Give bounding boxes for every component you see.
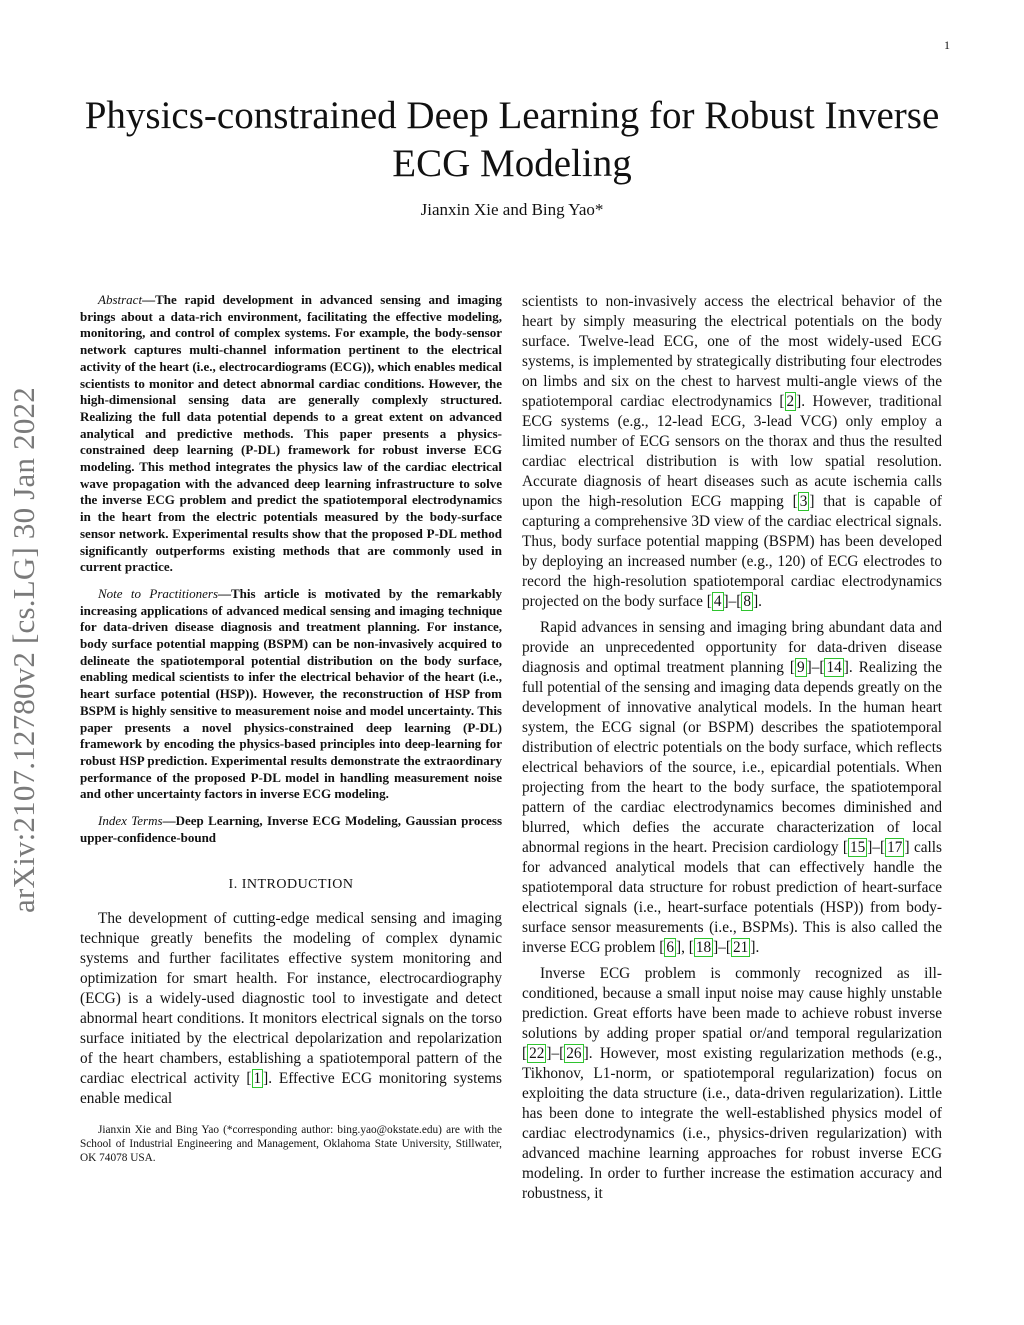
intro-text-end: . Effective ECG monitoring systems enable medical: [80, 1070, 503, 1108]
body-text: Rapid advances in sensing and imaging bring abundant data and provide an unprecedented opportunity for data-driven disease diagnosis and optimal treatment planning: [522, 619, 942, 676]
note-text: —This article is motivated by the remarkably increasing applications of advanced medical sensing and imaging technique for data-driven disease diagnosis and treatment planning. For instance, body surface potential mapping (BSPM) can be non-invasively acquired to delineate the spatiotemporal potential distribution on the body surface, enabling medical scientists to infer the electrical behavior of the heart (i.e., heart surface potential (HSP)). However, the reconstruction of HSP from BSPM is highly sensitive to measurement noise and model uncertainty. This paper presents a novel physics-constrained deep learning (P-DL) framework by encoding the physics-based principles into deep-learning for robust HSP prediction. Experimental results demonstrate the extraordinary performance of the proposed P-DL model in handling measurement noise and other uncertainty factors in inverse ECG modeling.: [80, 585, 502, 802]
citation-link[interactable]: 18: [695, 939, 712, 956]
citation-link[interactable]: 21: [733, 939, 749, 956]
right-paragraph-2: Rapid advances in sensing and imaging bring abundant data and provide an unprecedented opportunity for data-driven disease diagnosis and optimal treatment planning [ 9 ]–[ 14 ]. Realizing the full potential of the sensing and imaging data depends greatly on the development of innovative analytical models. In the human heart system, the ECG signal (or BSPM) describes the spatiotemporal distribution of electric potentials on the body surface, which reflects electrical behaviors of the source, i.e., epicardial potentials. When projecting from the heart to the body surface, the spatiotemporal pattern of the cardiac electrodynamics becomes diminished and blurred, which defies the accurate characterization of local abnormal regions in the heart. Precision cardiology [ 15 ]–[ 17 ] calls for advanced analytical models that can effectively handle the spatiotemporal data structure for robust prediction of heart-surface electrical signals (i.e., heart-surface potentials (HSP)) from body-surface sensor measurements (i.e., BSPMs). This is also called the inverse ECG problem [ 6 ], [ 18 ]–[ 21 ].: [522, 619, 942, 956]
citation-link[interactable]: 3: [799, 493, 808, 510]
citation-link[interactable]: 15: [849, 839, 866, 856]
author-footnote: Jianxin Xie and Bing Yao (*corresponding author: bing.yao@okstate.edu) are with the School of Industrial Engineering and Management, Oklahoma State University, Stillwater, OK 74078 USA.: [80, 1124, 502, 1165]
body-text: . Realizing the full potential of the sensing and imaging data depends greatly on the development of innovative analytical models. In the human heart system, the ECG signal (or BSPM) describes the spatiotemporal distribution of electric potentials on the body surface, which reflects electrical behaviors of the source, i.e., epicardial potentials. When projecting from the heart to the body surface, the spatiotemporal pattern of the cardiac electrodynamics becomes diminished and blurred, which defies the accurate characterization of local abnormal regions in the heart. Precision cardiology: [522, 659, 942, 856]
range-dash: –: [718, 939, 726, 956]
range-dash: –: [728, 593, 737, 610]
body-text: that is capable of capturing a comprehensive 3D view of the cardiac electrical signals. Thus, body surface potential mapping (BSPM) has been developed by deploying an increased number (e.g., 120) of ECG electrodes to record the high-resolution spatiotemporal cardiac electrodynamics projected on the body surface: [522, 493, 942, 610]
citation-link[interactable]: 17: [887, 839, 903, 856]
range-dash: –: [811, 659, 820, 676]
section-heading: I. INTRODUCTION: [228, 876, 354, 892]
citation-link[interactable]: 2: [786, 393, 795, 410]
note-label: Note to Practitioners: [98, 585, 219, 601]
index-terms-text: —Deep Learning, Inverse ECG Modeling, Gaussian process upper-confidence-bound: [80, 813, 503, 845]
right-paragraph-1: scientists to non-invasively access the electrical behavior of the heart by simply measuring the electrical potentials on the body surface. Twelve-lead ECG, one of the most widely-used ECG systems, is implemented by strategically distributing four electrodes on limbs and six on the chest to harvest multi-angle views of the spatiotemporal cardiac electrodynamics [ 2 ]. However, traditional ECG systems (e.g., 12-lead ECG, 3-lead VCG) only employ a limited number of ECG sensors on the thorax and thus the resulted cardiac electrical distribution is with low spatial resolution. Accurate diagnosis of heart diseases such as acute ischemia calls upon the high-resolution ECG mapping [ 3 ] that is capable of capturing a comprehensive 3D view of the cardiac electrical signals. Thus, body surface potential mapping (BSPM) has been developed by deploying an increased number (e.g., 120) of ECG electrodes to record the high-resolution spatiotemporal cardiac electrodynamics projected on the body surface [ 4 ]–[ 8 ].: [522, 293, 942, 610]
abstract-label: Abstract: [98, 292, 143, 307]
right-column: [522, 292, 942, 1210]
intro-body: [80, 909, 502, 1109]
body-text: .: [755, 939, 760, 956]
paper-title: Physics-constrained Deep Learning for Robust Inverse ECG Modeling: [84, 94, 940, 185]
citation-link[interactable]: 6: [666, 939, 674, 956]
index-terms-label: Index Terms: [98, 813, 163, 829]
abstract-text: —The rapid development in advanced sensing and imaging brings about a data-rich environment, facilitating the effective modeling, monitoring, and control of complex systems. For example, the body-sensor network captures multi-channel information pertinent to the electrical activity of the heart (i.e., electrocardiograms (ECG)), which enables medical scientists to monitor and detect abnormal cardiac conditions. However, the high-dimensional sensing data are generally complexly structured. Realizing the full data potential depends to a great extent on advanced analytical and predictive methods. This paper presents a physics-constrained deep learning (P-DL) framework for robust inverse ECG modeling. This method integrates the physics law of the cardiac electrical wave propagation with the advanced deep learning infrastructure to solve the inverse ECG problem and predict the spatiotemporal electrodynamics in the heart from the electric potentials measured by the body-surface sensor network. Experimental results show that the proposed P-DL method significantly outperforms existing methods that are commonly used in current practice.: [80, 292, 502, 575]
body-text: . However, most existing regularization methods (e.g., Tikhonov, L1-norm, or spatiotemporal regularization) focus on exploiting the data structure (i.e., data-driven regularization). Little has been done to integrate the well-established physics model of cardiac electrodynamics (i.e., physics-driven regularization) with advanced machine learning approaches for robust inverse ECG modeling. In order to further increase the estimation accuracy and robustness, it: [522, 1045, 942, 1202]
citation-link[interactable]: 8: [743, 593, 752, 610]
body-text: calls for advanced analytical models that can effectively handle the spatiotemporal data structure for robust prediction of heart-surface electrical signals (i.e., heart-surface potentials (HSP)) from body-surface sensor measurements (i.e., BSPMs). This is also called the inverse ECG problem: [522, 839, 942, 956]
author-line: Jianxin Xie and Bing Yao*: [420, 200, 604, 219]
note-paragraph: [80, 586, 502, 803]
arxiv-identifier[interactable]: arXiv:2107.12780v2 [cs.LG] 30 Jan 2022: [6, 387, 41, 913]
range-dash: –: [551, 1045, 560, 1062]
separator: ,: [681, 939, 689, 956]
abstract-block: [80, 292, 502, 847]
left-column: [80, 292, 502, 1165]
range-dash: –: [872, 839, 881, 856]
page-number: 1: [944, 38, 950, 52]
intro-paragraph: The development of cutting-edge medical sensing and imaging technique greatly benefits the modeling of complex dynamic systems and further facilitates effective system monitoring and optimization for smart health. For instance, electrocardiography (ECG) is a widely-used diagnostic tool to investigate and detect abnormal heart conditions. It monitors electrical signals on the torso surface initiated by the electrical depolarization and repolarization of the heart chambers, establishing a spatiotemporal pattern of the cardiac electrical activity [ 1 ]. Effective ECG monitoring systems enable medical: [80, 910, 503, 1108]
index-terms-paragraph: [80, 813, 502, 846]
citation-link[interactable]: 14: [826, 659, 842, 676]
abstract-paragraph: [80, 292, 502, 576]
right-paragraph-3: Inverse ECG problem is commonly recognized as ill-conditioned, because a small input noise may cause highly unstable prediction. Great efforts have been made to achieve robust inverse solutions by adding proper spatial or/and temporal regularization [ 22 ]–[ 26 ]. However, most existing regularization methods (e.g., Tikhonov, L1-norm, or spatiotemporal regularization) focus on exploiting the data structure (i.e., data-driven regularization). Little has been done to integrate the well-established physics model of cardiac electrodynamics (i.e., physics-driven regularization) with advanced machine learning approaches for robust inverse ECG modeling. In order to further increase the estimation accuracy and robustness, it: [522, 965, 942, 1202]
intro-text: The development of cutting-edge medical sensing and imaging technique greatly benefits the modeling of complex dynamic systems and further facilitates effective system monitoring and optimization for smart health. For instance, electrocardiography (ECG) is a widely-used diagnostic tool to investigate and detect abnormal heart conditions. It monitors electrical signals on the torso surface initiated by the electrical depolarization and repolarization of the heart chambers, establishing a spatiotemporal pattern of the cardiac electrical activity: [80, 910, 502, 1088]
body-text: .: [758, 593, 762, 610]
citation-link[interactable]: 4: [713, 593, 722, 610]
body-text: scientists to non-invasively access the electrical behavior of the heart by simply measuring the electrical potentials on the body surface. Twelve-lead ECG, one of the most widely-used ECG systems, is implemented by strategically distributing four electrodes on limbs and six on the chest to harvest multi-angle views of the spatiotemporal cardiac electrodynamics: [522, 293, 942, 410]
citation-link[interactable]: 1: [253, 1070, 262, 1088]
citation-link[interactable]: 22: [529, 1045, 545, 1062]
body-text: Inverse ECG problem is commonly recognized as ill-conditioned, because a small input noise may cause highly unstable prediction. Great efforts have been made to achieve robust inverse solutions by adding proper spatial or/and temporal regularization: [522, 965, 942, 1042]
body-text: . However, traditional ECG systems (e.g., 12-lead ECG, 3-lead VCG) only employ a limited number of ECG sensors on the thorax and thus the resulted cardiac electrical distribution is with low spatial resolution. Accurate diagnosis of heart diseases such as acute ischemia calls upon the high-resolution ECG mapping: [522, 393, 942, 510]
citation-link[interactable]: 26: [566, 1045, 582, 1062]
citation-link[interactable]: 9: [796, 659, 805, 676]
